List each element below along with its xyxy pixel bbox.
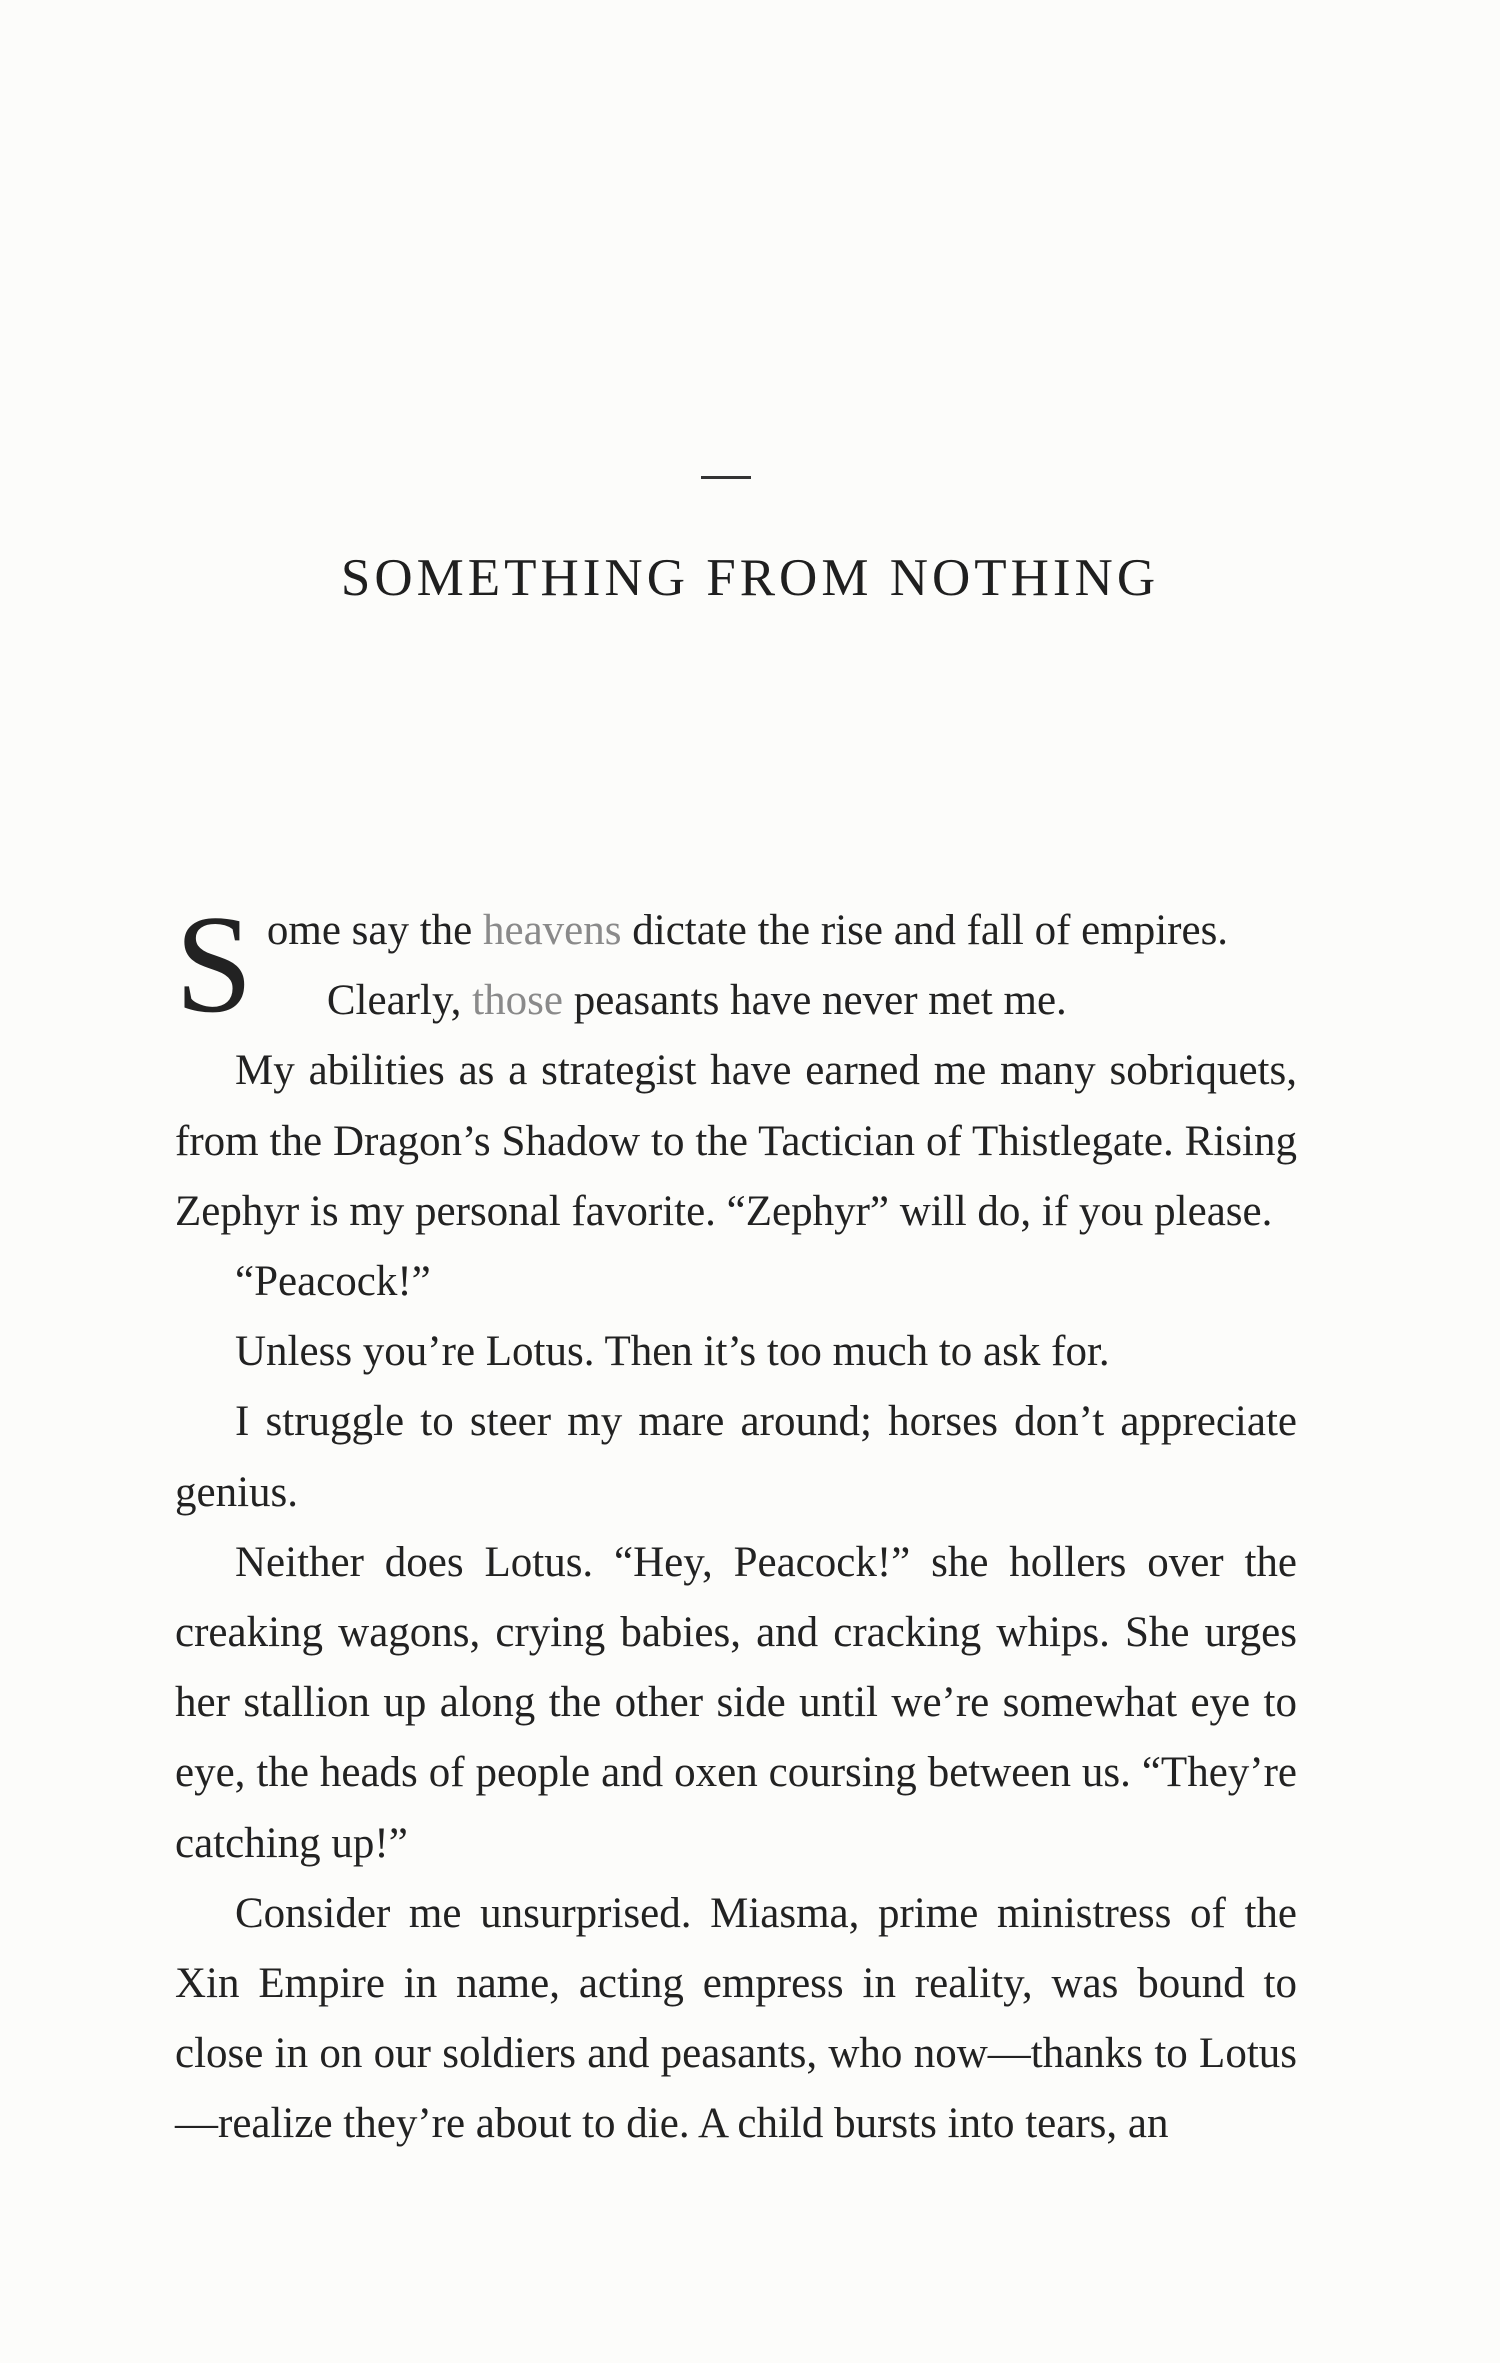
paragraph-2-text-a: Clearly, xyxy=(326,977,473,1025)
paragraph-8: Consider me unsurprised. Miasma, prime ministress of the Xin Empire in name, acting empress in reality, was bound to close in on our soldiers and peasants, who now—thanks to Lotus—realize they’re about to die. A child bursts into tears, an xyxy=(175,1889,1297,2148)
paragraph-6: I struggle to steer my mare around; horses don’t appreciate genius. xyxy=(175,1398,1297,1516)
chapter-body xyxy=(175,887,1297,2160)
paragraph-1-text-a: ome say the xyxy=(266,907,484,954)
paragraph-4: “Peacock!” xyxy=(235,1258,431,1306)
paragraph-3: My abilities as a strategist have earned me many sobriquets, from the Dragon’s Shadow to the Tactician of Thistlegate. Rising Zephyr is my personal favorite. “Zephyr” will do, if you please. xyxy=(175,1047,1297,1235)
drop-cap: S xyxy=(175,887,253,1042)
paragraph-2 xyxy=(175,966,1297,1036)
paragraph-1-faded-word: heavens xyxy=(483,907,622,954)
paragraph-1-text-b: dictate the rise and fall of empires. xyxy=(621,907,1229,954)
chapter-title: SOMETHING FROM NOTHING xyxy=(340,549,1160,607)
paragraph-2-text-b: peasants have never met me. xyxy=(562,977,1067,1025)
paragraph-5: Unless you’re Lotus. Then it’s too much to ask for. xyxy=(235,1328,1110,1376)
paragraph-1 xyxy=(175,896,1297,966)
title-ornament-dash xyxy=(701,476,751,479)
paragraph-2-faded-word: those xyxy=(472,977,563,1025)
paragraph-7: Neither does Lotus. “Hey, Peacock!” she hollers over the creaking wagons, crying babies, and cracking whips. She urges her stallion up along the other side until we’re somewhat eye to eye, the heads of people and oxen coursing between us. “They’re catching up!” xyxy=(175,1538,1297,1867)
